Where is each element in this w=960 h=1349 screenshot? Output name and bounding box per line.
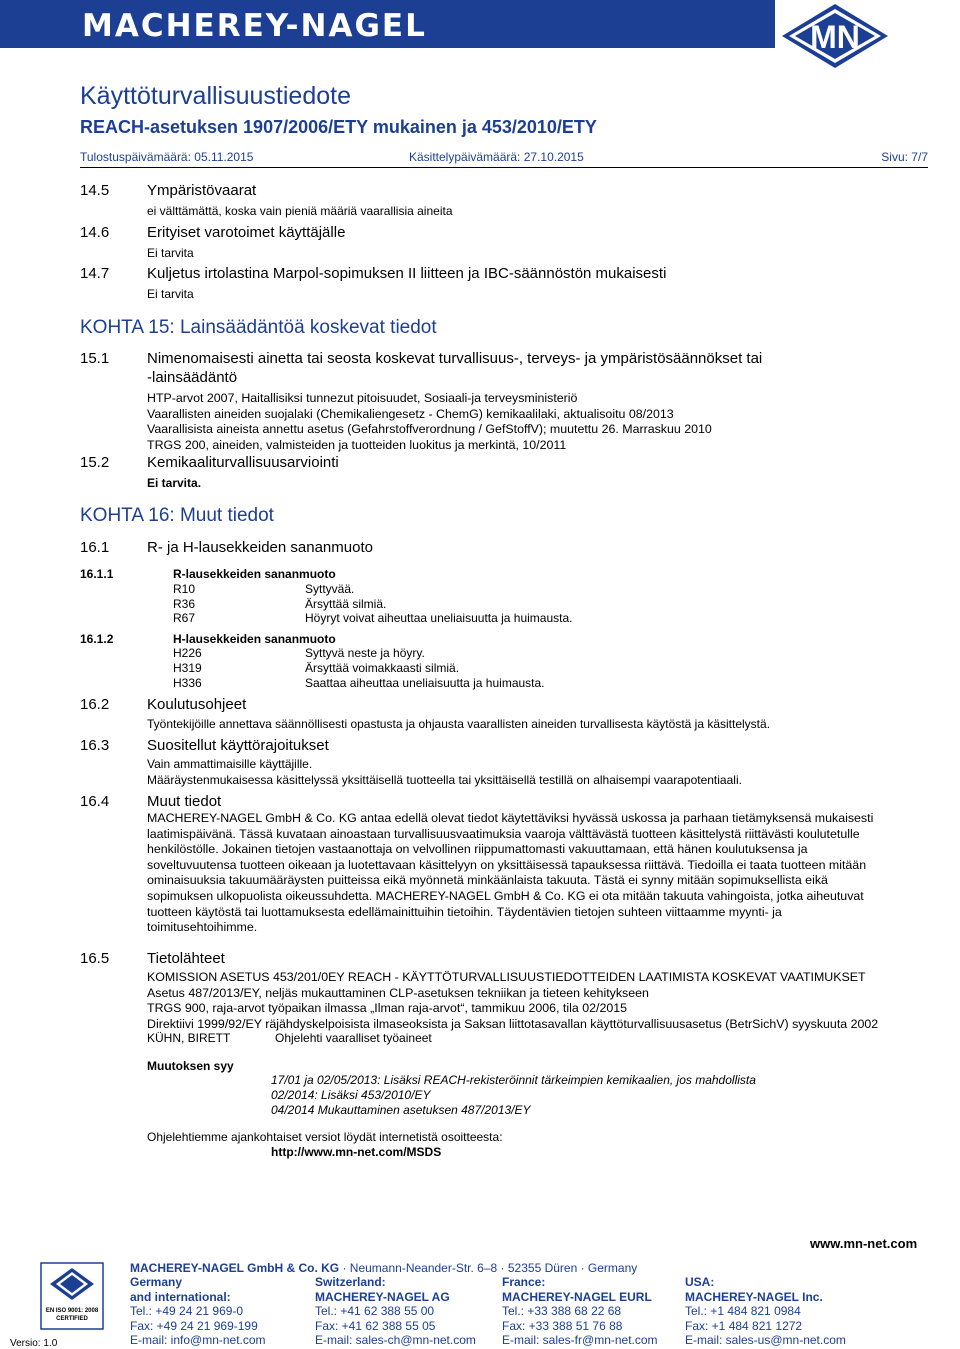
section-title: Muut tiedot [147, 793, 222, 810]
section-title: Tietolähteet [147, 950, 225, 967]
section-title: R- ja H-lausekkeiden sananmuoto [147, 539, 373, 556]
company-line [130, 1261, 637, 1275]
source-line: Asetus 487/2013/EY, neljäs mukauttaminen CLP-asetuksen tekniikan ja tieteen kehitykseen [147, 985, 649, 1000]
disclaimer-line: laatimispäivänä. Tässä kuvataan ainoastaan turvallisuusvaatimuksia vaaroja välttävästä tuotteen käsittelystä riittävästi koulutetulle [147, 826, 860, 841]
phrase-text: Syttyvää. [305, 582, 355, 596]
print-date: Tulostuspäivämäärä: 05.11.2015 [80, 150, 254, 164]
change-line: 04/2014 Mukauttaminen asetuksen 487/2013/EY [271, 1103, 531, 1117]
section-heading-15: KOHTA 15: Lainsäädäntöä koskevat tiedot [80, 317, 437, 338]
svg-text:MN: MN [810, 19, 860, 55]
change-line: 17/01 ja 02/05/2013: Lisäksi REACH-rekisteröinnit tärkeimpien kemikaalien, jos mahdollista [271, 1073, 756, 1087]
phrase-text: Ärsyttää voimakkaasti silmiä. [305, 661, 460, 675]
section-text: Ei tarvita. [147, 476, 202, 490]
disclaimer-line: tuotteen käytöstä tai luottamuksesta edellämainittuihin tietoihin. Täydentävien tietojen suhteen viittaamme myynti- ja [147, 904, 782, 919]
page-number: Sivu: 7/7 [881, 150, 928, 164]
subsection-title: H-lausekkeiden sananmuoto [173, 632, 336, 646]
section-text: ei välttämättä, koska vain pieniä määriä vaarallisia aineita [147, 204, 453, 218]
section-title: Ympäristövaarat [147, 182, 257, 199]
section-text: Ei tarvita [147, 287, 194, 301]
section-title: Koulutusohjeet [147, 696, 247, 713]
regulation-line: HTP-arvot 2007, Haitallisiksi tunnezut pitoisuudet, Sosiaali-ja terveysministeriö [147, 391, 578, 405]
section-number: 16.2 [80, 696, 110, 713]
section-title: Erityiset varotoimet käyttäjälle [147, 224, 346, 241]
source-line: Direktiivi 1999/92/EY räjähdyskelpoisista ilmaseoksista ja Saksan liittotasavallan käyttöturvallisuusasetus (BetrSichV) syyskuuta 2002 [147, 1016, 879, 1031]
section-number: 16.3 [80, 737, 110, 754]
changes-list [271, 1073, 756, 1118]
section-title: Kemikaaliturvallisuusarviointi [147, 454, 339, 471]
phrase-text: Ärsyttää silmiä. [305, 597, 387, 611]
section-title-cont: -lainsäädäntö [147, 369, 238, 386]
subsection-title: R-lausekkeiden sananmuoto [173, 567, 336, 581]
footer [0, 1236, 960, 1349]
regulation-line: TRGS 200, aineiden, valmisteiden ja tuotteiden luokitus ja merkintä, 10/2011 [147, 437, 567, 452]
company-name: MACHEREY-NAGEL GmbH & Co. KG [130, 1261, 340, 1275]
internet-text: Ohjelehtiemme ajankohtaiset versiot löydät internetistä osoitteesta: [147, 1130, 503, 1144]
section-number: 16.4 [80, 793, 110, 810]
website-link[interactable]: www.mn-net.com [810, 1236, 918, 1251]
section-text: Ei tarvita [147, 246, 194, 260]
source-line: TRGS 900, raja-arvot työpaikan ilmassa „Ilman raja-arvot“, tammikuu 2006, tila 02/2015 [147, 1001, 628, 1015]
section-number: 16.1 [80, 539, 110, 556]
change-line: 02/2014: Lisäksi 453/2010/EY [271, 1088, 431, 1102]
contact-switzerland: Switzerland: MACHEREY-NAGEL AG Tel.: +41 62 388 55 00 Fax: +41 62 388 55 05 E-mail: sales-ch@mn-net.com [315, 1275, 476, 1347]
header-banner [0, 0, 960, 70]
phrase-text: Höyryt voivat aiheuttaa uneliaisuutta ja huimausta. [305, 611, 573, 625]
subsection-number: 16.1.2 [80, 632, 114, 646]
mn-logo-icon [780, 2, 890, 70]
section-number: 14.7 [80, 265, 110, 282]
phrase-text: Syttyvä neste ja höyry. [305, 646, 425, 660]
source-author: KÜHN, BIRETT [147, 1031, 231, 1045]
disclaimer-text [147, 811, 927, 936]
subsection-number: 16.1.1 [80, 567, 114, 581]
section-number: 15.2 [80, 454, 110, 471]
section-text: Vain ammattimaisille käyttäjille. [147, 757, 313, 771]
regulation-list [147, 391, 927, 453]
contact-france: France: MACHEREY-NAGEL EURL Tel.: +33 388 68 22 68 Fax: +33 388 51 76 88 E-mail: sales-fr@mn-net.com [502, 1275, 658, 1347]
section-title: Nimenomaisesti ainetta tai seosta koskevat turvallisuus-, terveys- ja ympäristösäännökset tai [147, 350, 763, 367]
svg-text:EN ISO 9001: 2008: EN ISO 9001: 2008 [45, 1308, 99, 1314]
msds-link[interactable]: http://www.mn-net.com/MSDS [271, 1145, 442, 1159]
phrase-code: R67 [173, 611, 196, 625]
company-address: · Neumann-Neander-Str. 6–8 · 52355 Düren · Germany [339, 1261, 638, 1275]
source-title: Ohjelehti vaaralliset työaineet [275, 1031, 432, 1045]
page-subtitle: REACH-asetuksen 1907/2006/ETY mukainen ja 453/2010/ETY [80, 117, 597, 137]
phrase-code: H336 [173, 676, 202, 690]
sources-list [147, 970, 927, 1032]
brand-name: MACHEREY-NAGEL [82, 8, 427, 44]
section-title: Suositellut käyttörajoitukset [147, 737, 329, 754]
meta-line [80, 150, 928, 168]
regulation-line: Vaarallisten aineiden suojalaki (Chemikaliengesetz - ChemG) kemikaalilaki, aktualisoitu 08/2013 [147, 406, 674, 421]
phrase-code: H319 [173, 661, 202, 675]
disclaimer-line: soveltuvuutensa tuotteen oikeaan ja luotettavaan käsittelyyn on yksittäisessä tapauksessa riittävä. Tiedoilla ei taata tuotteen mitään [147, 857, 867, 872]
section-heading-16: KOHTA 16: Muut tiedot [80, 505, 274, 526]
changes-label: Muutoksen syy [147, 1059, 234, 1073]
version-label: Versio: 1.0 [10, 1338, 58, 1349]
contact-usa: USA: MACHEREY-NAGEL Inc. Tel.: +1 484 821 0984 Fax: +1 484 821 1272 E-mail: sales-us@mn-net.com [685, 1275, 846, 1347]
phrase-code: H226 [173, 646, 202, 660]
section-number: 14.6 [80, 224, 110, 241]
section-number: 14.5 [80, 182, 110, 199]
phrase-code: R10 [173, 582, 196, 596]
section-number: 16.5 [80, 950, 110, 967]
svg-text:CERTIFIED: CERTIFIED [56, 1316, 88, 1322]
certification-badge-icon [40, 1262, 104, 1330]
phrase-code: R36 [173, 597, 196, 611]
source-line: KOMISSION ASETUS 453/201/0EY REACH - KÄYTTÖTURVALLISUUSTIEDOTTEIDEN LAATIMISTA KOSKEVAT VAATIMUKSET [147, 970, 866, 984]
section-number: 15.1 [80, 350, 110, 367]
section-text: Määräystenmukaisessa käsittelyssä yksittäisellä tuotteella tai yksittäisellä testillä on alhaisempi vaarapotentiaali. [147, 773, 742, 787]
disclaimer-line: sopimuksen ulkopuolista oikeussuhdetta. MACHEREY-NAGEL GmbH & Co. KG ei ota mitään takuuta vahingoista, jotka aiheutuvat [147, 888, 864, 903]
section-title: Kuljetus irtolastina Marpol-sopimuksen II liitteen ja IBC-säännöstön mukaisesti [147, 265, 667, 282]
disclaimer-line: toimitusehtoihimme. [147, 920, 258, 935]
regulation-line: Vaarallisista aineista annettu asetus (Gefahrstoffverordnung / GefStoffV); muutettu 26. Marraskuu 2010 [147, 422, 712, 436]
processing-date: Käsittelypäivämäärä: 27.10.2015 [409, 150, 584, 164]
page-title: Käyttöturvallisuustiedote [80, 82, 351, 110]
phrase-text: Saattaa aiheuttaa uneliaisuutta ja huimausta. [305, 676, 545, 690]
disclaimer-line: MACHEREY-NAGEL GmbH & Co. KG antaa edellä olevat tiedot käytettäviksi hyvässä uskossa ja parhaan tietämyksensä mukaisesti [147, 811, 874, 825]
contact-germany: Germany and international: Tel.: +49 24 21 969-0 Fax: +49 24 21 969-199 E-mail: info@mn-net.com [130, 1275, 266, 1347]
disclaimer-line: ominaisuuksia takuumääräysten puitteissa eikä myönnetä minkäänlaista takuuta. Tästä ei synny mitään sopimuksellista eikä [147, 873, 828, 888]
section-text: Työntekijöille annettava säännöllisesti opastusta ja ohjausta vaarallisten aineiden turvallisesta käytöstä ja käsittelystä. [147, 717, 771, 731]
disclaimer-line: henkilöstölle. Jokainen tietojen vastaanottaja on velvollinen riippumattomasti vakuuttamaan, että hänen koulutuksensa ja [147, 842, 808, 857]
